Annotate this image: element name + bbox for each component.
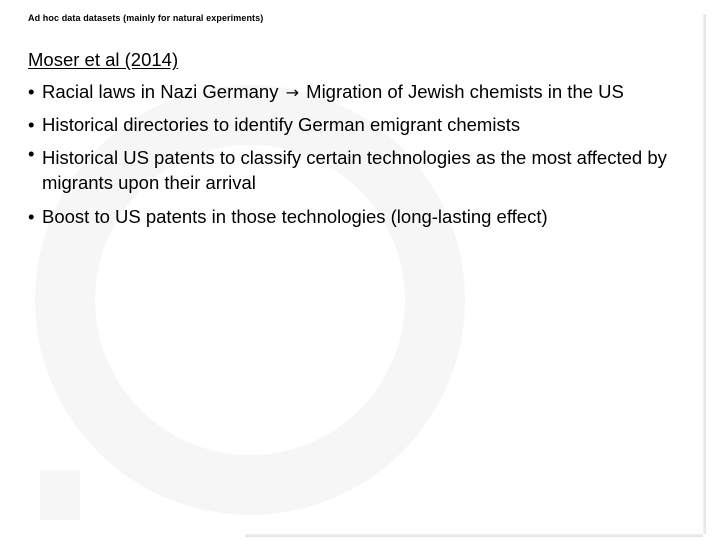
list-item <box>28 201 700 233</box>
bullet-list <box>28 76 700 233</box>
list-item <box>28 76 700 109</box>
bullet-glyph: • <box>28 143 35 164</box>
bullet-text: Historical US patents to classify certain technologies as the most affected by migrants upon their arrival <box>42 147 667 193</box>
bullet-text-after: Migration of Jewish chemists in the US <box>306 81 624 102</box>
slide-content <box>28 44 700 233</box>
list-item <box>28 141 700 201</box>
list-item <box>28 109 700 141</box>
page-edge-right <box>703 14 706 534</box>
bullet-text: Historical directories to identify German emigrant chemists <box>42 114 521 135</box>
bullet-text: Boost to US patents in those technologies (long-lasting effect) <box>42 206 548 227</box>
bullet-glyph: • <box>28 206 35 227</box>
bullet-glyph: • <box>28 81 35 102</box>
bullet-text-before: Racial laws in Nazi Germany <box>42 81 279 102</box>
slide-header: Ad hoc data datasets (mainly for natural experiments) <box>28 13 264 23</box>
subtitle: Moser et al (2014) <box>28 49 179 70</box>
page-edge-bottom <box>245 534 703 537</box>
arrow-right-icon: → <box>285 83 300 102</box>
bullet-glyph: • <box>28 114 35 135</box>
